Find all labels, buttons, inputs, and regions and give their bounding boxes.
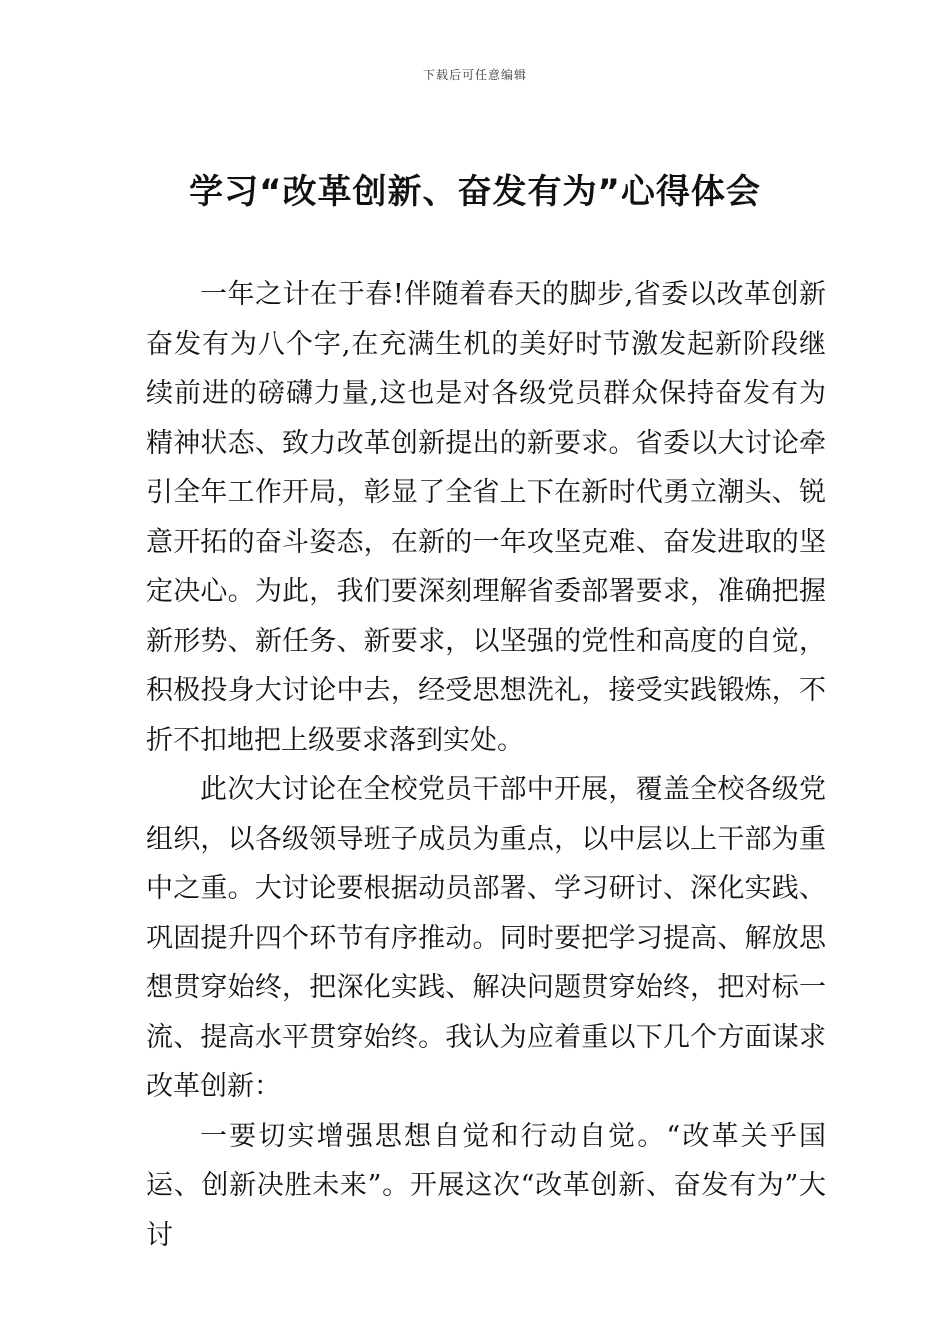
paragraph-3: 一要切实增强思想自觉和行动自觉。“改革关乎国运、创新决胜未来”。开展这次“改革创新、奋发有为”大讨: [146, 1120, 826, 1251]
paragraph-2: 此次大讨论在全校党员干部中开展，覆盖全校各级党组织，以各级领导班子成员为重点，以中层以上干部为重中之重。大讨论要根据动员部署、学习研讨、深化实践、巩固提升四个环节有序推动。同时要把学习提高、解放思想贯穿始终，把深化实践、解决问题贯穿始终，把对标一流、提高水平贯穿始终。我认为应着重以下几个方面谋求改革创新：: [146, 774, 826, 1102]
paragraph-1: 一年之计在于春!伴随着春天的脚步,省委以改革创新奋发有为八个字,在充满生机的美好时节激发起新阶段继续前进的磅礴力量,这也是对各级党员群众保持奋发有为精神状态、致力改革创新提出的新要求。省委以大讨论牵引全年工作开局，彰显了全省上下在新时代勇立潮头、锐意开拓的奋斗姿态，在新的一年攻坚克难、奋发进取的坚定决心。为此，我们要深刻理解省委部署要求，准确把握新形势、新任务、新要求，以坚强的党性和高度的自觉，积极投身大讨论中去，经受思想洗礼，接受实践锻炼，不折不扣地把上级要求落到实处。: [146, 279, 826, 756]
document-title: 学习“改革创新、奋发有为”心得体会: [189, 172, 761, 212]
header-note: 下载后可任意编辑: [422, 68, 527, 82]
document-body: [146, 270, 826, 1260]
